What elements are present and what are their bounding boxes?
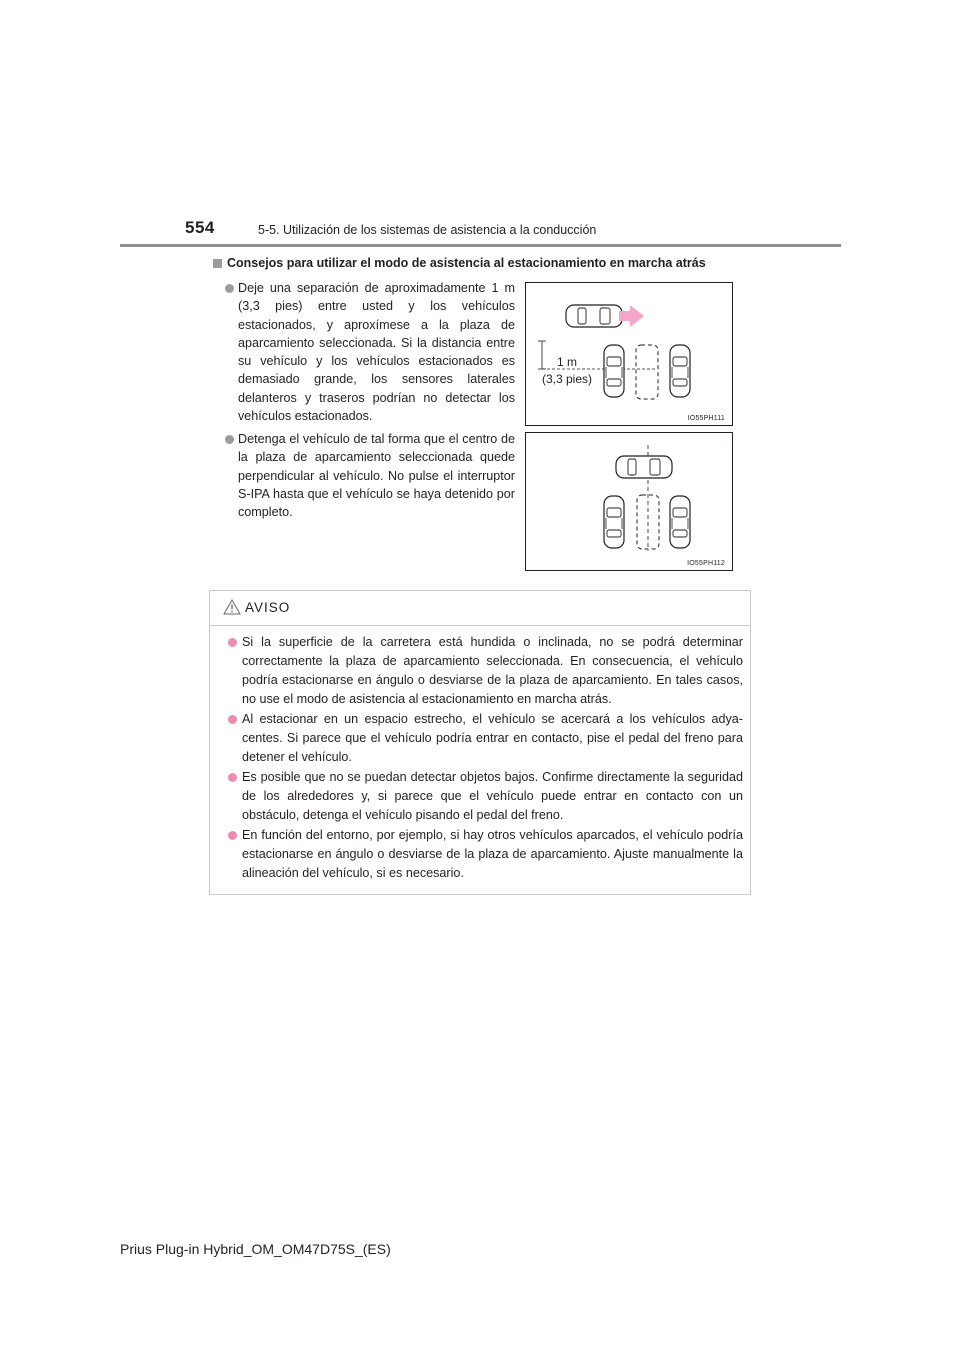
warning-item — [228, 710, 743, 767]
round-bullet-icon — [228, 773, 237, 782]
figure-approach-spacing — [525, 282, 733, 426]
round-bullet-icon — [228, 831, 237, 840]
warning-header — [223, 599, 290, 615]
section-heading-text: Consejos para utilizar el modo de asistencia al estacionamiento en marcha atrás — [227, 256, 706, 270]
tip-text: Deje una separación de aproximadamente 1 m (3,3 pies) entre usted y los vehículos estacionados, y aproxímese a la plaza de aparcamiento seleccionada. Si la distancia entre su vehículo y los vehículos estacionados es demasiado grande, los sensores laterales delanteros y traseros podrían no detectar los vehículos estacionados. — [238, 281, 515, 424]
warning-item — [228, 633, 743, 709]
round-bullet-icon — [225, 284, 234, 293]
warning-item — [228, 826, 743, 883]
round-bullet-icon — [225, 435, 234, 444]
page-number: 554 — [185, 218, 215, 237]
direction-arrow-icon — [619, 305, 644, 327]
section-heading — [213, 256, 706, 270]
tip-item — [225, 430, 515, 521]
warning-item-text: En función del entorno, por ejemplo, si hay otros vehículos aparcados, el vehículo podría estacionarse en ángulo o desviarse de la plaza de aparcamiento. Ajuste manualmente la alineación del vehículo, si es necesario. — [242, 828, 743, 880]
parking-stop-illustration — [526, 433, 732, 570]
figure-code: IO55PH111 — [687, 415, 725, 422]
warning-item — [228, 768, 743, 825]
warning-triangle-icon — [223, 599, 241, 615]
figure-stop-position — [525, 432, 733, 571]
warning-box — [209, 590, 751, 895]
distance-label-imperial: (3,3 pies) — [541, 372, 593, 386]
square-bullet-icon — [213, 259, 222, 268]
tip-text: Detenga el vehículo de tal forma que el centro de la plaza de aparcamiento seleccionada quede perpendicular al vehículo. No pulse el interruptor S-IPA hasta que el vehículo se haya detenido por completo. — [238, 432, 515, 520]
running-title: 5-5. Utilización de los sistemas de asistencia a la conducción — [258, 223, 597, 237]
header-divider — [120, 244, 841, 247]
figure-code: IO55PH112 — [687, 560, 725, 567]
warning-item-text: Es posible que no se puedan detectar objetos bajos. Confirme directamente la seguridad de los alrededores y, si parece que el vehículo puede entrar en contacto con un obstáculo, detenga el vehículo pisando el pedal del freno. — [242, 770, 743, 822]
warning-item-text: Al estacionar en un espacio estrecho, el vehículo se acercará a los vehículos adyacentes. Si parece que el vehículo podría entrar en contacto, pise el pedal del freno para detener el vehículo. — [242, 712, 743, 764]
tip-item — [225, 279, 515, 425]
warning-item-text: Si la superficie de la carretera está hundida o inclinada, no se podrá determinar correctamente la plaza de aparcamiento seleccionada. En consecuencia, el vehículo podría estacionarse en ángulo o desviarse de la plaza de aparcamiento. En tales casos, no use el modo de asistencia al estacionamiento en marcha atrás. — [242, 635, 743, 706]
distance-label — [534, 354, 600, 388]
warning-title: AVISO — [245, 599, 291, 615]
warning-divider — [210, 625, 750, 626]
round-bullet-icon — [228, 715, 237, 724]
footer-doc-id: Prius Plug-in Hybrid_OM_OM47D75S_(ES) — [120, 1241, 391, 1257]
distance-label-metric: 1 m — [556, 355, 577, 369]
round-bullet-icon — [228, 638, 237, 647]
